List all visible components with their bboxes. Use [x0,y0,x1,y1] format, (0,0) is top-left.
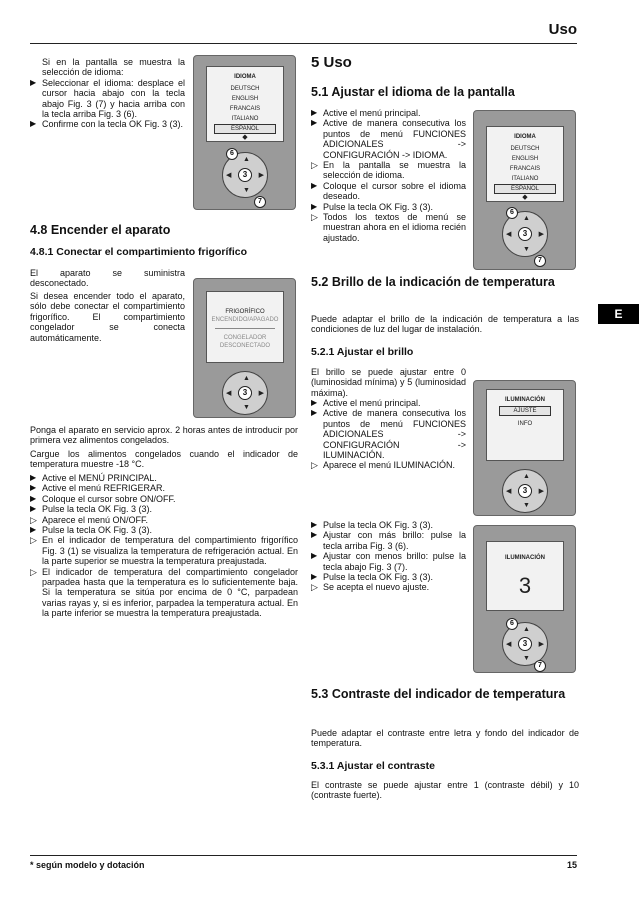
list-item [30,473,298,483]
list-item-text: Aparece el menú ILUMINACIÓN. [323,460,456,471]
list-item [311,530,466,551]
paragraph-switch-on: Si desea encender todo el aparato, sólo debe conectar el compartimiento frigorífico. El compartimiento congelador se conecta automáticamente. [30,291,185,343]
brillo-list [311,398,466,471]
list-item-text: Pulse la tecla OK Fig. 3 (3). [323,520,434,530]
heading-brillo: 5.2 Brillo de la indicación de temperatura [311,275,555,289]
down-arrow-icon: ▼ [243,404,250,411]
up-arrow-icon: ▲ [523,473,530,480]
action-arrow-icon: ▶ [30,504,37,514]
action-arrow-icon: ▶ [30,119,37,129]
language-intro [30,57,185,130]
down-arrow-icon: ▼ [523,655,530,662]
list-item [30,119,185,129]
up-arrow-icon: ▲ [243,375,250,382]
list-item [311,108,466,118]
action-arrow-icon: ▶ [311,201,318,211]
left-arrow-icon: ◀ [506,231,512,238]
page-header-title: Uso [548,21,577,38]
display-language-right [473,110,576,270]
paragraph-commissioning: Ponga el aparato en servicio aprox. 2 horas antes de introducir por primera vez alimentos congelados. [30,425,298,446]
right-arrow-icon: ▶ [258,390,264,397]
display-screen [486,541,564,611]
display-title: ILUMINACIÓN [505,397,545,403]
list-item [30,567,298,619]
paragraph-contraste-range: El contraste se puede ajustar entre 1 (contraste débil) y 10 (contraste fuerte). [311,780,579,801]
list-item-text: Active el menú principal. [323,108,421,118]
list-item-text: Active de manera consecutiva los puntos de menú FUNCIONES ADICIONALES -> CONFIGURACIÓN -> IDIOMA. [323,118,466,160]
result-arrow-icon: ▷ [311,212,318,223]
key-badge-down: 7 [534,660,546,672]
list-item-text: Active el menú principal. [323,398,421,408]
display-screen [486,389,564,461]
list-item-text: Coloque el cursor sobre el idioma deseado. [323,180,466,202]
key-badge-up: 6 [506,618,518,630]
language-option: ENGLISH [511,156,539,162]
language-tab: E [598,304,639,324]
intro-list [30,57,185,130]
list-item [30,494,298,504]
paragraph-supplied: El aparato se suministra desconectado. [30,268,185,289]
list-item [311,520,466,530]
paragraph-brillo: Puede adaptar el brillo de la indicación de temperatura a las condiciones de luz del lugar de instalación. [311,314,579,335]
display-screen [486,126,564,202]
control-wheel [222,371,268,415]
paragraph-contraste: Puede adaptar el contraste entre letra y fondo del indicador de temperatura. [311,728,579,749]
brillo-list-2 [311,520,466,593]
language-option-selected: ESPAÑOL [231,126,259,132]
list-item-text: Active el MENÚ PRINCIPAL. [42,473,157,483]
left-arrow-icon: ◀ [506,641,512,648]
result-arrow-icon: ▷ [30,535,37,546]
display-onoff [193,278,296,418]
control-wheel [502,469,548,513]
right-arrow-icon: ▶ [538,641,544,648]
action-arrow-icon: ▶ [311,408,318,418]
list-item [311,582,466,592]
heading-uso: 5 Uso [311,54,352,71]
list-item [311,118,466,160]
action-arrow-icon: ▶ [311,530,318,540]
action-arrow-icon: ▶ [311,398,318,407]
divider [215,328,275,329]
display-title: IDIOMA [514,134,536,140]
key-badge-down: 7 [254,196,266,208]
paragraph-load-frozen: Cargue los alimentos congelados cuando el indicador de temperatura muestre -18 °C. [30,449,298,470]
list-item-text: En el indicador de temperatura del compartimiento frigorífico Fig. 3 (1) se visualiza la temperatura de refrigeración actual. En la parte superior se muestra la temperatura preajustada. [42,535,298,567]
left-arrow-icon: ◀ [226,172,232,179]
result-arrow-icon: ▷ [311,160,318,171]
list-item [311,181,466,202]
footer-rule [30,855,577,856]
brillo-steps [311,398,466,471]
idioma-steps [311,108,466,243]
chevron-down-icon: ◆ [522,194,528,201]
ok-key: 3 [518,484,532,498]
heading-conectar: 4.8.1 Conectar el compartimiento frigorífico [30,246,248,258]
list-item [30,57,185,78]
list-item-text: Aparece el menú ON/OFF. [42,514,149,525]
language-option: FRANCAIS [229,106,261,112]
footer-note: * según modelo y dotación [30,860,145,870]
list-item-text: Ajustar con menos brillo: pulse la tecla abajo Fig. 3 (7). [323,551,466,572]
language-option: FRANCAIS [509,166,541,172]
list-item [30,525,298,535]
list-item-text: Confirme con la tecla OK Fig. 3 (3). [42,119,184,130]
list-item-text: Si en la pantalla se muestra la selección de idioma: [42,57,185,78]
list-item-text: Pulse la tecla OK Fig. 3 (3). [323,201,434,212]
action-arrow-icon: ▶ [311,108,318,117]
ok-key: 3 [238,386,252,400]
menu-option-selected: AJUSTE [513,408,537,414]
heading-contraste: 5.3 Contraste del indicador de temperatura [311,687,566,701]
ok-key: 3 [238,168,252,182]
page-number: 15 [566,860,577,870]
onoff-fridge: FRIGORÍFICO [225,309,265,315]
right-arrow-icon: ▶ [538,231,544,238]
list-item [30,483,298,493]
down-arrow-icon: ▼ [523,246,530,253]
language-option: DEUTSCH [510,146,540,152]
heading-idioma: 5.1 Ajustar el idioma de la pantalla [311,85,515,99]
action-arrow-icon: ▶ [30,493,37,503]
action-arrow-icon: ▶ [311,118,318,128]
heading-ajustar-brillo: 5.2.1 Ajustar el brillo [311,346,414,358]
action-arrow-icon: ▶ [311,551,318,561]
list-item-text: Se acepta el nuevo ajuste. [323,582,430,593]
action-arrow-icon: ▶ [30,525,37,535]
result-arrow-icon: ▷ [30,514,37,525]
key-badge-down: 7 [534,255,546,267]
display-iluminacion [473,380,576,516]
list-item [30,535,298,566]
list-item-text: Seleccionar el idioma: desplace el cursor hacia abajo con la tecla abajo Fig. 3 (7) y hacia arriba con la tecla arriba Fig. 3 (6). [42,77,185,120]
action-arrow-icon: ▶ [311,520,318,529]
paragraph-brillo-range: El brillo se puede ajustar entre 0 (luminosidad mínima) y 5 (luminosidad máxima). [311,367,466,398]
action-arrow-icon: ▶ [311,572,318,582]
list-item [311,551,466,572]
list-item-text: Todos los textos de menú se muestran ahora en el idioma recién ajustado. [323,212,466,243]
right-arrow-icon: ▶ [258,172,264,179]
idioma-list [311,108,466,243]
list-item-text: En la pantalla se muestra la selección de idioma. [323,160,466,181]
onoff-steps [30,473,298,619]
list-item [311,160,466,181]
list-item-text: El indicador de temperatura del compartimiento congelador parpadea hasta que la temperatura es lo suficientemente baja. Si la temperatura se sitúa por encima de 0 °C, parpadean varias rayas y, si es inferior, parpadea la temperatura actual. En la parte inferior se muestra la temperatura preajustada. [42,566,298,619]
action-arrow-icon: ▶ [30,483,37,493]
up-arrow-icon: ▲ [523,626,530,633]
left-arrow-icon: ◀ [226,390,232,397]
menu-option: INFO [517,421,533,427]
list-item [311,202,466,212]
ok-key: 3 [518,637,532,651]
result-arrow-icon: ▷ [311,582,318,593]
list-item-text: Pulse la tecla OK Fig. 3 (3). [323,572,434,583]
result-arrow-icon: ▷ [311,460,318,471]
list-item [30,78,185,120]
down-arrow-icon: ▼ [523,502,530,509]
list-item-text: Pulse la tecla OK Fig. 3 (3). [42,504,153,515]
key-badge-up: 6 [226,148,238,160]
list-item [311,212,466,243]
ok-key: 3 [518,227,532,241]
up-arrow-icon: ▲ [243,156,250,163]
display-title: ILUMINACIÓN [505,555,545,561]
steps-list [30,473,298,619]
language-option: DEUTSCH [230,86,260,92]
language-option-selected: ESPAÑOL [511,186,539,192]
right-arrow-icon: ▶ [538,488,544,495]
heading-encender: 4.8 Encender el aparato [30,223,171,237]
list-item [311,398,466,408]
list-item [311,408,466,460]
display-title: IDIOMA [234,74,256,80]
down-arrow-icon: ▼ [243,187,250,194]
language-option: ITALIANO [511,176,539,182]
brillo-steps-2 [311,520,466,593]
list-item [30,504,298,514]
onoff-freezer-state: DESCONECTADO [219,343,271,349]
list-item [30,515,298,525]
display-language-left [193,55,296,210]
language-option: ENGLISH [231,96,259,102]
action-arrow-icon: ▶ [30,473,37,482]
list-item-text: Active de manera consecutiva los puntos de menú FUNCIONES ADICIONALES -> CONFIGURACIÓN -> ILUMINACIÓN. [323,408,466,461]
left-arrow-icon: ◀ [506,488,512,495]
up-arrow-icon: ▲ [523,215,530,222]
action-arrow-icon: ▶ [311,180,318,190]
list-item-text: Coloque el cursor sobre ON/OFF. [42,493,176,504]
heading-ajustar-contraste: 5.3.1 Ajustar el contraste [311,760,435,772]
language-option: ITALIANO [231,116,259,122]
list-item [311,572,466,582]
list-item-text: Ajustar con más brillo: pulse la tecla arriba Fig. 3 (6). [323,530,466,551]
chevron-down-icon: ◆ [242,134,248,141]
brillo-value: 3 [518,573,532,598]
action-arrow-icon: ▶ [30,77,37,87]
list-item-text: Pulse la tecla OK Fig. 3 (3). [42,525,153,536]
key-badge-up: 6 [506,207,518,219]
display-screen [206,291,284,363]
display-screen [206,66,284,142]
list-item [311,460,466,470]
display-brillo-value [473,525,576,673]
result-arrow-icon: ▷ [30,566,37,577]
onoff-freezer: CONGELADOR [223,335,267,341]
header-rule [30,43,577,44]
onoff-fridge-state: ENCENDIDO/APAGADO [211,317,279,323]
list-item-text: Active el menú REFRIGERAR. [42,483,166,494]
